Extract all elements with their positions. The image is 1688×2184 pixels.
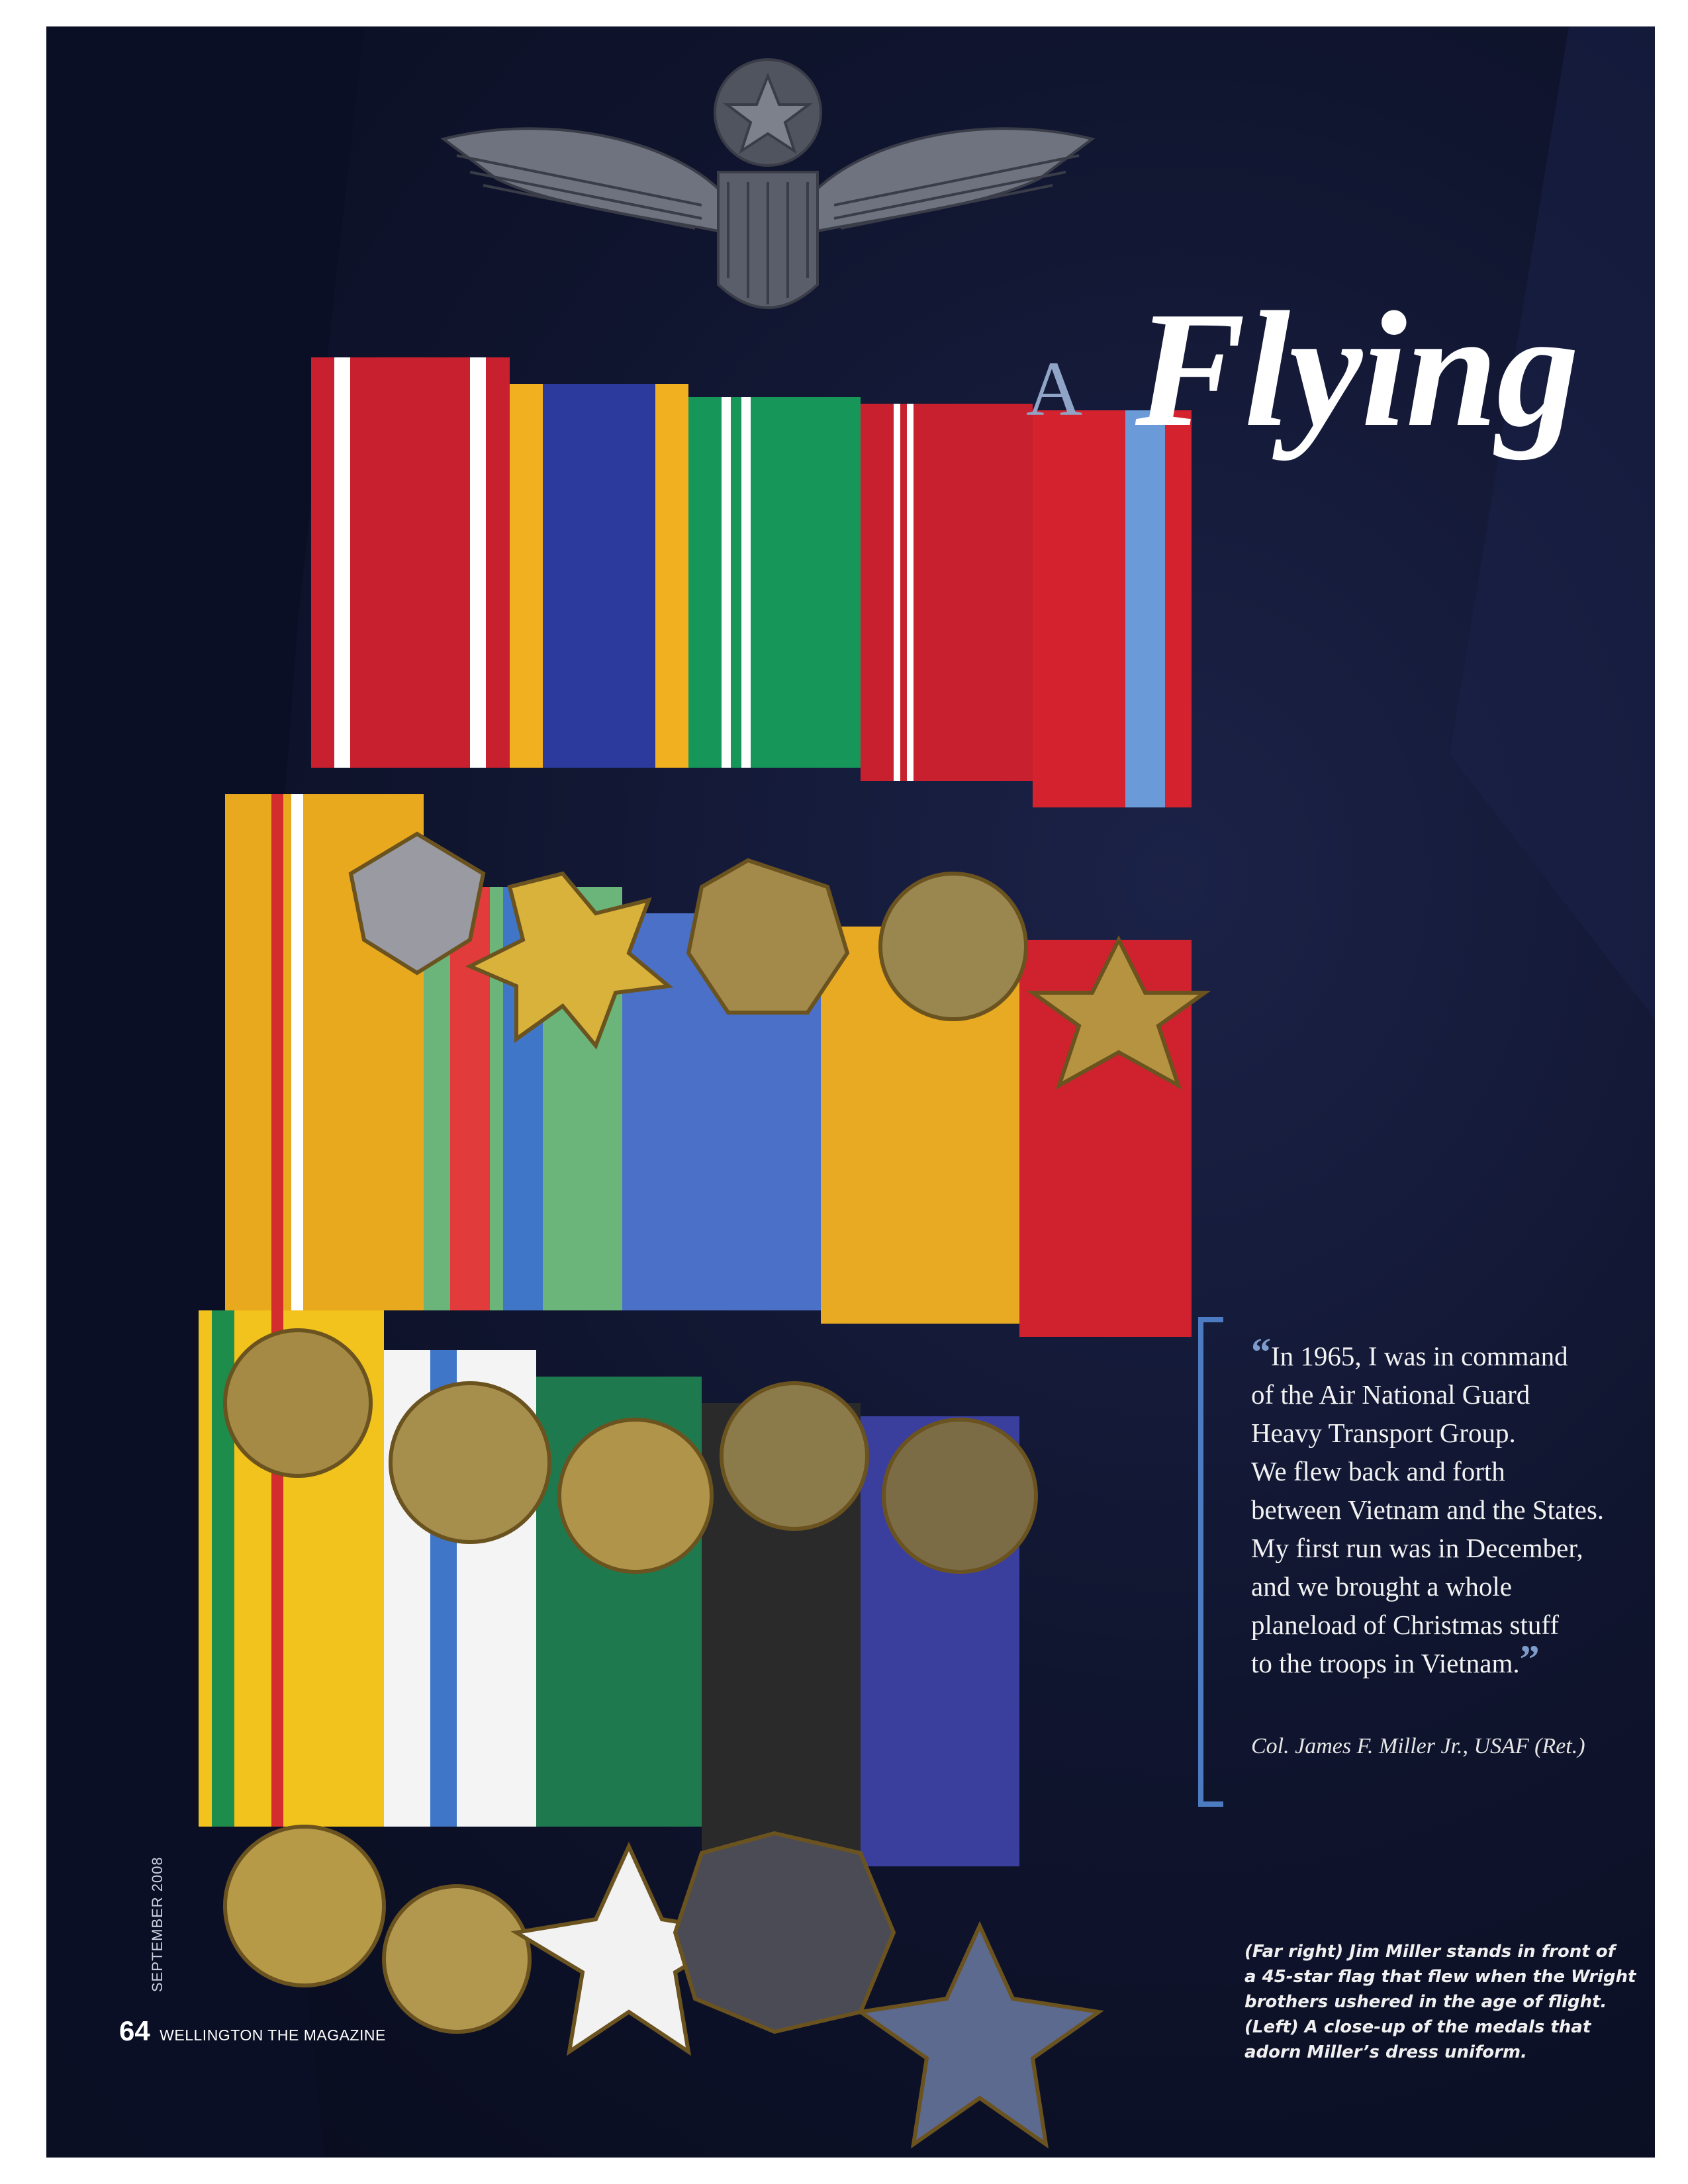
issue-date: SEPTEMBER 2008 — [149, 1856, 165, 1992]
quote-line: We flew back and forth — [1251, 1456, 1505, 1486]
caption-line: (Left) A close-up of the medals that — [1244, 2017, 1591, 2037]
open-quote-mark: “ — [1251, 1330, 1271, 1374]
quote-line: planeload of Christmas stuff — [1251, 1610, 1559, 1640]
quote-line: My first run was in December, — [1251, 1533, 1583, 1563]
quote-line: between Vietnam and the States. — [1251, 1494, 1605, 1525]
title-main: Flying — [1135, 278, 1578, 461]
quote-line: of the Air National Guard — [1251, 1379, 1530, 1410]
page-folio — [119, 2015, 386, 2047]
close-quote-mark: ” — [1519, 1637, 1540, 1681]
medals-photo — [172, 357, 1244, 2158]
quote-line: to the troops in Vietnam. — [1251, 1648, 1520, 1678]
article-title — [980, 278, 1655, 461]
quote-line: Heavy Transport Group. — [1251, 1418, 1516, 1448]
caption-line: brothers ushered in the age of flight. — [1244, 1992, 1607, 2012]
pull-quote — [1251, 1330, 1622, 1682]
title-prefix: A — [1026, 345, 1084, 432]
quote-line: In 1965, I was in command — [1271, 1341, 1568, 1371]
page-number: 64 — [119, 2015, 150, 2046]
quote-line: and we brought a whole — [1251, 1571, 1512, 1602]
photo-caption — [1244, 1939, 1642, 2065]
quote-bracket — [1198, 1317, 1223, 1807]
magazine-page — [46, 26, 1655, 2158]
caption-line: a 45-star flag that flew when the Wright — [1244, 1967, 1636, 1987]
caption-line: (Far right) Jim Miller stands in front of — [1244, 1942, 1615, 1962]
quote-attribution: Col. James F. Miller Jr., USAF (Ret.) — [1251, 1734, 1585, 1758]
magazine-name: WELLINGTON THE MAGAZINE — [160, 2026, 386, 2044]
caption-line: adorn Miller’s dress uniform. — [1244, 2042, 1527, 2062]
